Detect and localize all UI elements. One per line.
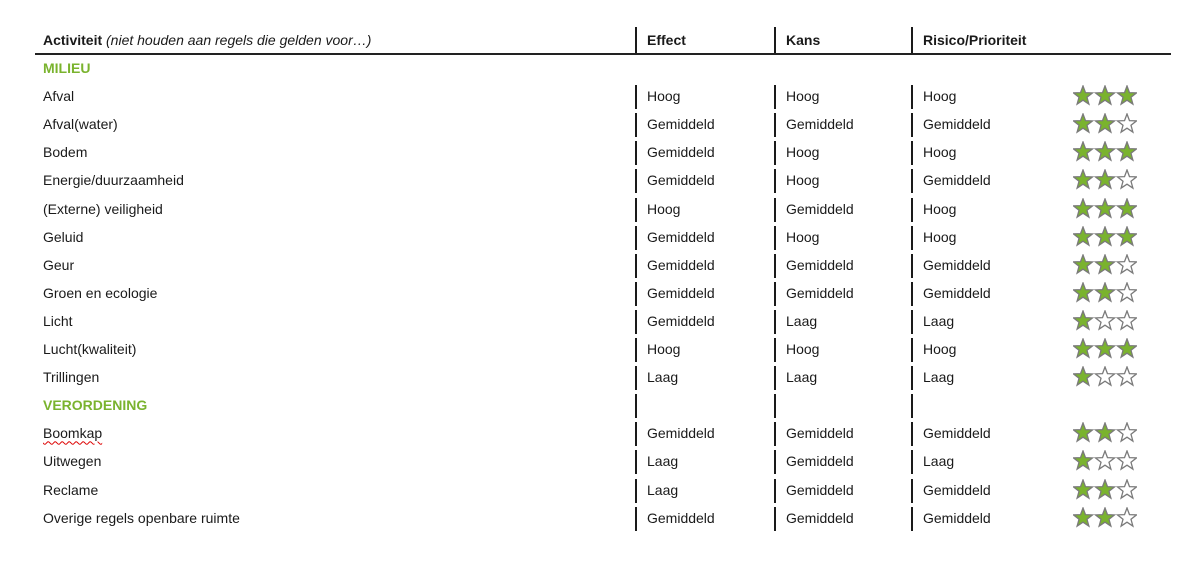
- rating-stars: [1073, 254, 1137, 276]
- column-divider: [635, 198, 637, 222]
- star-filled-icon: [1095, 86, 1114, 104]
- row-risico: Hoog: [923, 228, 957, 245]
- header-kans: Kans: [786, 32, 821, 48]
- row-effect: Gemiddeld: [647, 144, 715, 161]
- star-empty-icon: [1095, 367, 1114, 385]
- column-divider: [774, 282, 776, 306]
- column-divider: [635, 169, 637, 193]
- column-divider: [774, 507, 776, 531]
- row-activity: Licht: [43, 312, 73, 329]
- row-kans: Gemiddeld: [786, 425, 854, 442]
- star-empty-icon: [1117, 283, 1136, 301]
- rating-stars: [1073, 226, 1137, 248]
- star-filled-icon: [1073, 255, 1092, 273]
- column-divider: [911, 141, 913, 165]
- header-activity-label: Activiteit: [43, 32, 103, 48]
- row-risico: Gemiddeld: [923, 116, 991, 133]
- row-risico: Gemiddeld: [923, 172, 991, 189]
- column-divider: [911, 85, 913, 109]
- column-divider: [911, 226, 913, 250]
- rating-stars: [1073, 113, 1137, 135]
- star-empty-icon: [1117, 311, 1136, 329]
- column-divider: [911, 169, 913, 193]
- row-kans: Hoog: [786, 88, 820, 105]
- star-filled-icon: [1095, 339, 1114, 357]
- row-activity: Afval: [43, 88, 75, 105]
- row-effect: Gemiddeld: [647, 256, 715, 273]
- column-divider: [911, 282, 913, 306]
- column-divider: [774, 394, 776, 418]
- column-divider: [911, 422, 913, 446]
- column-divider: [774, 85, 776, 109]
- column-divider: [635, 394, 637, 418]
- star-filled-icon: [1073, 339, 1092, 357]
- row-activity: Afval(water): [43, 116, 118, 133]
- column-divider: [774, 27, 776, 53]
- star-filled-icon: [1073, 170, 1092, 188]
- row-effect: Gemiddeld: [647, 509, 715, 526]
- column-divider: [635, 310, 637, 334]
- rating-stars: [1073, 450, 1137, 472]
- star-filled-icon: [1095, 423, 1114, 441]
- column-divider: [774, 310, 776, 334]
- column-divider: [911, 479, 913, 503]
- column-divider: [635, 85, 637, 109]
- star-filled-icon: [1073, 480, 1092, 498]
- row-activity: Geluid: [43, 228, 84, 245]
- rating-stars: [1073, 169, 1137, 191]
- star-empty-icon: [1117, 423, 1136, 441]
- rating-stars: [1073, 85, 1137, 107]
- row-risico: Laag: [923, 312, 955, 329]
- column-divider: [911, 366, 913, 390]
- star-filled-icon: [1073, 199, 1092, 217]
- star-empty-icon: [1117, 508, 1136, 526]
- star-filled-icon: [1095, 508, 1114, 526]
- rating-stars: [1073, 366, 1137, 388]
- row-effect: Gemiddeld: [647, 425, 715, 442]
- column-divider: [911, 450, 913, 474]
- row-risico: Gemiddeld: [923, 425, 991, 442]
- star-filled-icon: [1073, 142, 1092, 160]
- star-filled-icon: [1073, 86, 1092, 104]
- column-divider: [635, 338, 637, 362]
- star-filled-icon: [1073, 423, 1092, 441]
- row-effect: Laag: [647, 369, 679, 386]
- row-risico: Laag: [923, 453, 955, 470]
- column-divider: [774, 254, 776, 278]
- column-divider: [774, 198, 776, 222]
- star-empty-icon: [1117, 255, 1136, 273]
- star-empty-icon: [1095, 451, 1114, 469]
- column-divider: [635, 141, 637, 165]
- column-divider: [774, 226, 776, 250]
- header-activity: [43, 31, 371, 51]
- row-effect: Gemiddeld: [647, 312, 715, 329]
- row-kans: Gemiddeld: [786, 200, 854, 217]
- star-filled-icon: [1095, 480, 1114, 498]
- header-effect: Effect: [647, 32, 686, 48]
- rating-stars: [1073, 422, 1137, 444]
- rating-stars: [1073, 282, 1137, 304]
- section-title: VERORDENING: [43, 397, 148, 414]
- star-filled-icon: [1073, 451, 1092, 469]
- star-filled-icon: [1117, 339, 1136, 357]
- row-effect: Laag: [647, 481, 679, 498]
- row-activity: Reclame: [43, 481, 99, 498]
- star-filled-icon: [1073, 283, 1092, 301]
- star-filled-icon: [1095, 170, 1114, 188]
- row-kans: Gemiddeld: [786, 453, 854, 470]
- row-activity: Geur: [43, 256, 75, 273]
- column-divider: [635, 226, 637, 250]
- column-divider: [911, 254, 913, 278]
- row-activity: Energie/duurzaamheid: [43, 172, 184, 189]
- row-kans: Hoog: [786, 228, 820, 245]
- column-divider: [635, 422, 637, 446]
- row-effect: Laag: [647, 453, 679, 470]
- rating-stars: [1073, 507, 1137, 529]
- row-activity: Boomkap: [43, 425, 103, 442]
- row-risico: Gemiddeld: [923, 509, 991, 526]
- column-divider: [911, 310, 913, 334]
- star-filled-icon: [1095, 142, 1114, 160]
- column-divider: [911, 113, 913, 137]
- row-activity: (Externe) veiligheid: [43, 200, 163, 217]
- star-filled-icon: [1095, 227, 1114, 245]
- rating-stars: [1073, 338, 1137, 360]
- column-divider: [911, 338, 913, 362]
- row-risico: Gemiddeld: [923, 284, 991, 301]
- row-kans: Hoog: [786, 172, 820, 189]
- star-filled-icon: [1117, 227, 1136, 245]
- star-filled-icon: [1117, 142, 1136, 160]
- column-divider: [774, 479, 776, 503]
- rating-stars: [1073, 141, 1137, 163]
- rating-stars: [1073, 310, 1137, 332]
- header-rule: [35, 53, 1171, 55]
- section-title: MILIEU: [43, 60, 91, 76]
- row-risico: Gemiddeld: [923, 481, 991, 498]
- star-empty-icon: [1117, 480, 1136, 498]
- column-divider: [911, 507, 913, 531]
- star-empty-icon: [1117, 170, 1136, 188]
- star-filled-icon: [1073, 114, 1092, 132]
- column-divider: [774, 113, 776, 137]
- star-filled-icon: [1117, 86, 1136, 104]
- row-kans: Gemiddeld: [786, 256, 854, 273]
- column-divider: [635, 366, 637, 390]
- row-risico: Laag: [923, 369, 955, 386]
- row-effect: Hoog: [647, 341, 681, 357]
- row-effect: Gemiddeld: [647, 116, 715, 133]
- row-risico: Hoog: [923, 144, 957, 161]
- column-divider: [635, 450, 637, 474]
- column-divider: [635, 282, 637, 306]
- star-filled-icon: [1095, 283, 1114, 301]
- star-filled-icon: [1095, 199, 1114, 217]
- column-divider: [911, 394, 913, 418]
- row-effect: Gemiddeld: [647, 228, 715, 245]
- star-filled-icon: [1095, 255, 1114, 273]
- row-activity: Uitwegen: [43, 453, 102, 470]
- star-filled-icon: [1117, 199, 1136, 217]
- row-kans: Gemiddeld: [786, 481, 854, 498]
- row-risico: Hoog: [923, 200, 957, 217]
- column-divider: [774, 366, 776, 390]
- rating-stars: [1073, 479, 1137, 501]
- row-kans: Laag: [786, 369, 818, 386]
- row-kans: Laag: [786, 312, 818, 329]
- row-activity: Bodem: [43, 144, 88, 161]
- row-kans: Hoog: [786, 144, 820, 161]
- star-empty-icon: [1117, 451, 1136, 469]
- column-divider: [774, 422, 776, 446]
- row-effect: Hoog: [647, 200, 681, 217]
- column-divider: [635, 27, 637, 53]
- star-filled-icon: [1095, 114, 1114, 132]
- star-empty-icon: [1117, 114, 1136, 132]
- row-effect: Hoog: [647, 88, 681, 105]
- star-empty-icon: [1117, 367, 1136, 385]
- star-filled-icon: [1073, 227, 1092, 245]
- header-activity-note: (niet houden aan regels die gelden voor…): [106, 32, 372, 48]
- row-activity: Lucht(kwaliteit): [43, 341, 137, 357]
- row-kans: Gemiddeld: [786, 116, 854, 133]
- column-divider: [635, 113, 637, 137]
- row-effect: Gemiddeld: [647, 284, 715, 301]
- column-divider: [774, 169, 776, 193]
- star-filled-icon: [1073, 367, 1092, 385]
- column-divider: [911, 198, 913, 222]
- row-kans: Gemiddeld: [786, 509, 854, 526]
- star-empty-icon: [1095, 311, 1114, 329]
- column-divider: [911, 27, 913, 53]
- column-divider: [774, 338, 776, 362]
- column-divider: [635, 254, 637, 278]
- row-risico: Hoog: [923, 341, 957, 357]
- row-activity: Groen en ecologie: [43, 284, 158, 301]
- column-divider: [774, 141, 776, 165]
- row-effect: Gemiddeld: [647, 172, 715, 189]
- row-kans: Gemiddeld: [786, 284, 854, 301]
- column-divider: [635, 479, 637, 503]
- header-risico: Risico/Prioriteit: [923, 32, 1027, 48]
- rating-stars: [1073, 198, 1137, 220]
- star-filled-icon: [1073, 311, 1092, 329]
- row-risico: Hoog: [923, 88, 957, 105]
- row-activity: Overige regels openbare ruimte: [43, 509, 240, 526]
- star-filled-icon: [1073, 508, 1092, 526]
- row-risico: Gemiddeld: [923, 256, 991, 273]
- row-kans: Hoog: [786, 341, 820, 357]
- column-divider: [774, 450, 776, 474]
- row-activity: Trillingen: [43, 369, 100, 386]
- column-divider: [635, 507, 637, 531]
